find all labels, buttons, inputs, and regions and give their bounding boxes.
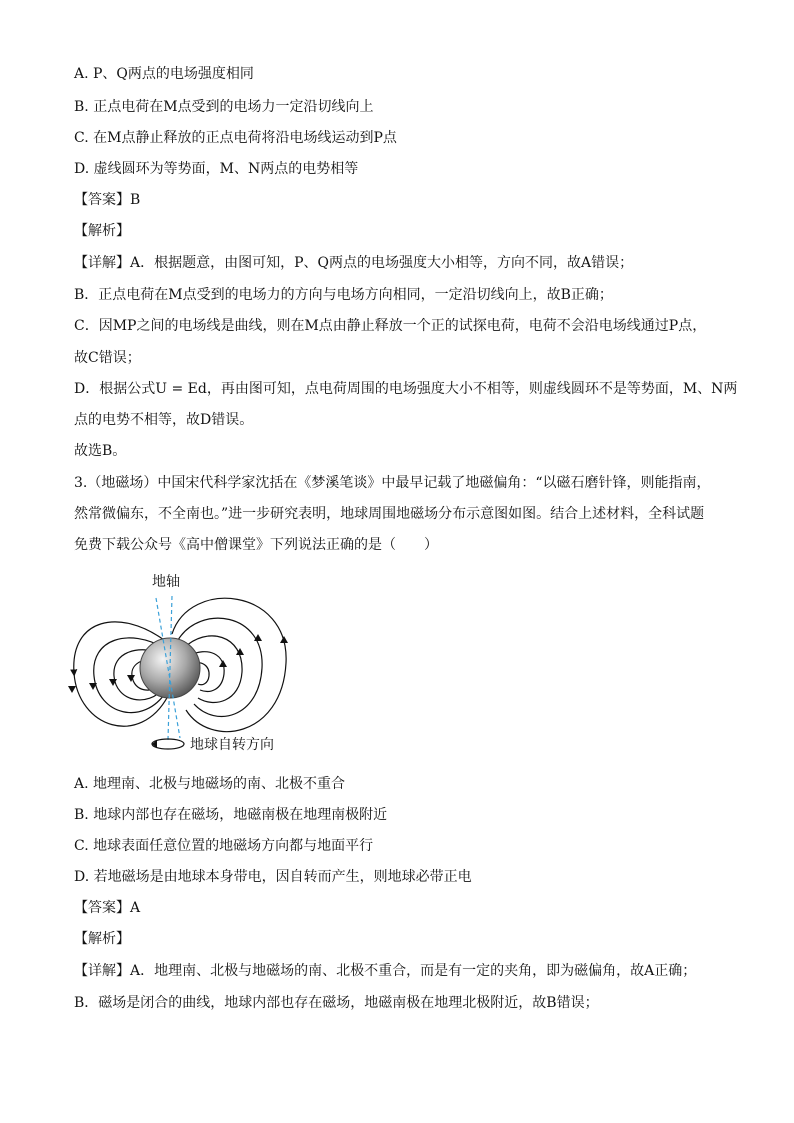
- q3-stem-line-2: 然常微偏东，不全南也。”进一步研究表明，地球周围地磁场分布示意图如图。结合上述材料，全科试题: [74, 506, 705, 522]
- q3-analysis-label: 【解析】: [74, 931, 130, 947]
- q3-option-b: B. 地球内部也存在磁场，地磁南极在地理南极附近: [74, 807, 388, 823]
- q2-detail-d: D．根据公式U = Ed，再由图可知，点电荷周围的电场强度大小不相等，则虚线圆环不是等势面，M、N两: [74, 381, 738, 397]
- q2-detail-c: C．因MP之间的电场线是曲线，则在M点由静止释放一个正的试探电荷，电荷不会沿电场线通过P点，: [74, 318, 707, 334]
- q3-detail-a: 【详解】A．地理南、北极与地磁场的南、北极不重合，而是有一定的夹角，即为磁偏角，故A正确；: [74, 963, 697, 979]
- q2-option-d: D. 虚线圆环为等势面，M、N两点的电势相等: [74, 161, 359, 177]
- figure-axis-label: 地轴: [152, 574, 180, 590]
- q3-stem-line-1: 3.（地磁场）中国宋代科学家沈括在《梦溪笔谈》中最早记载了地磁偏角：“以磁石磨针锋，则能指南，: [74, 475, 711, 491]
- q2-detail-b: B．正点电荷在M点受到的电场力的方向与电场方向相同，一定沿切线向上，故B正确；: [74, 287, 613, 303]
- rotation-arrow-icon: [152, 739, 184, 749]
- geomagnetic-field-figure: [60, 568, 310, 758]
- q3-answer: 【答案】A: [74, 900, 141, 916]
- q2-detail-d-cont: 点的电势不相等，故D错误。: [74, 412, 254, 428]
- q2-detail-c-cont: 故C错误；: [74, 350, 141, 366]
- q2-option-a: A. P、Q两点的电场强度相同: [74, 66, 254, 82]
- q3-option-d: D. 若地磁场是由地球本身带电，因自转而产生，则地球必带正电: [74, 869, 472, 885]
- rotation-direction-label: 地球自转方向: [190, 737, 274, 753]
- q3-stem-line-3: 免费下载公众号《高中僧课堂》下列说法正确的是（ ）: [74, 537, 438, 553]
- q2-analysis-label: 【解析】: [74, 223, 130, 239]
- q2-answer: 【答案】B: [74, 192, 141, 208]
- q3-option-c: C. 地球表面任意位置的地磁场方向都与地面平行: [74, 838, 374, 854]
- q3-option-a: A. 地理南、北极与地磁场的南、北极不重合: [74, 776, 346, 792]
- q2-option-b: B. 正点电荷在M点受到的电场力一定沿切线向上: [74, 99, 374, 115]
- q2-detail-a: 【详解】A．根据题意，由图可知，P、Q两点的电场强度大小相等，方向不同，故A错误；: [74, 255, 634, 271]
- q3-detail-b: B．磁场是闭合的曲线，地球内部也存在磁场，地磁南极在地理北极附近，故B错误；: [74, 995, 599, 1011]
- q2-option-c: C. 在M点静止释放的正点电荷将沿电场线运动到P点: [74, 130, 397, 146]
- q2-conclusion: 故选B。: [74, 443, 127, 459]
